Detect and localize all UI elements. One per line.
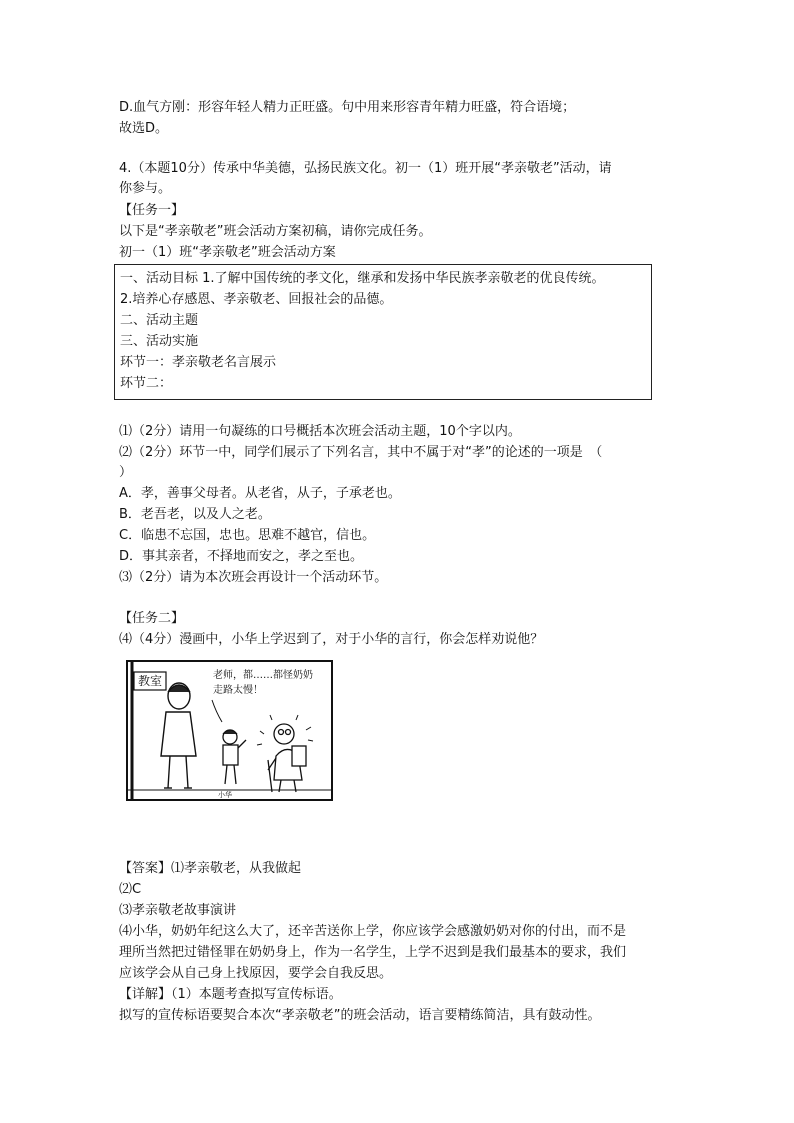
answer-3: ⑶孝亲敬老故事演讲 — [119, 903, 237, 918]
plan-line: 三、活动实施 — [120, 334, 199, 349]
plan-line: 一、活动目标 1.了解中国传统的孝文化，继承和发扬中华民族孝亲敬老的优良传统。 — [120, 271, 605, 286]
answer-4-line3: 应该学会从自己身上找原因，要学会自我反思。 — [119, 966, 393, 981]
sub-question-1: ⑴（2分）请用一句凝练的口号概括本次班会活动主题，10个字以内。 — [119, 424, 521, 439]
sub-question-3: ⑶（2分）请为本次班会再设计一个活动环节。 — [119, 570, 388, 585]
task-one-heading: 【任务一】 — [119, 203, 185, 218]
task-one-description: 以下是“孝亲敬老”班会活动方案初稿，请你完成任务。 — [119, 224, 432, 239]
answer-4-line2: 理所当然把过错怪罪在奶奶身上，作为一名学生，上学不迟到是我们最基本的要求，我们 — [119, 945, 627, 960]
sub-question-2: ⑵（2分）环节一中，同学们展示了下列名言，其中不属于对“孝”的论述的一项是 （ — [119, 445, 603, 460]
detail-heading: 【详解】（1）本题考查拟写宣传标语。 — [119, 987, 342, 1002]
speech-line-2: 走路太慢！ — [213, 685, 263, 696]
question-intro-line1: 4.（本题10分）传承中华美德，弘扬民族文化。初一（1）班开展“孝亲敬老”活动，请 — [119, 161, 612, 176]
question-intro-line2: 你参与。 — [119, 181, 172, 196]
option-d: D．事其亲者，不择地而安之，孝之至也。 — [119, 549, 364, 564]
answer-2: ⑵C — [119, 882, 142, 897]
option-b: B．老吾老，以及人之老。 — [119, 507, 271, 522]
answer-4-line1: ⑷小华，奶奶年纪这么大了，还辛苦送你上学，你应该学会感激奶奶对你的付出，而不是 — [119, 924, 627, 939]
activity-plan-box — [114, 264, 652, 400]
sub-question-2-close: ） — [119, 465, 133, 480]
plan-line: 环节二： — [120, 376, 173, 391]
speech-line-1: 老师，都……都怪奶奶 — [213, 670, 313, 681]
plan-line: 2.培养心存感恩、孝亲敬老、回报社会的品德。 — [120, 292, 393, 307]
option-d-explanation: D.血气方刚：形容年轻人精力正旺盛。句中用来形容青年精力旺盛，符合语境； — [119, 100, 576, 115]
plan-title: 初一（1）班“孝亲敬老”班会活动方案 — [119, 245, 336, 260]
xiaohua-name: 小华 — [218, 791, 232, 799]
cartoon-illustration — [126, 660, 333, 801]
classroom-sign: 教室 — [137, 674, 163, 688]
sub-question-4: ⑷（4分）漫画中，小华上学迟到了，对于小华的言行，你会怎样劝说他？ — [119, 632, 544, 647]
task-two-heading: 【任务二】 — [119, 611, 185, 626]
answer-choice: 故选D。 — [119, 121, 169, 136]
plan-line: 环节一：孝亲敬老名言展示 — [120, 355, 277, 370]
answer-1: 【答案】⑴孝亲敬老，从我做起 — [119, 861, 302, 876]
detail-text: 拟写的宣传标语要契合本次“孝亲敬老”的班会活动，语言要精练简洁，具有鼓动性。 — [119, 1008, 601, 1023]
option-a: A．孝，善事父母者。从老省，从子，子承老也。 — [119, 486, 401, 501]
option-c: C．临患不忘国，忠也。思难不越官，信也。 — [119, 528, 376, 543]
plan-line: 二、活动主题 — [120, 313, 199, 328]
